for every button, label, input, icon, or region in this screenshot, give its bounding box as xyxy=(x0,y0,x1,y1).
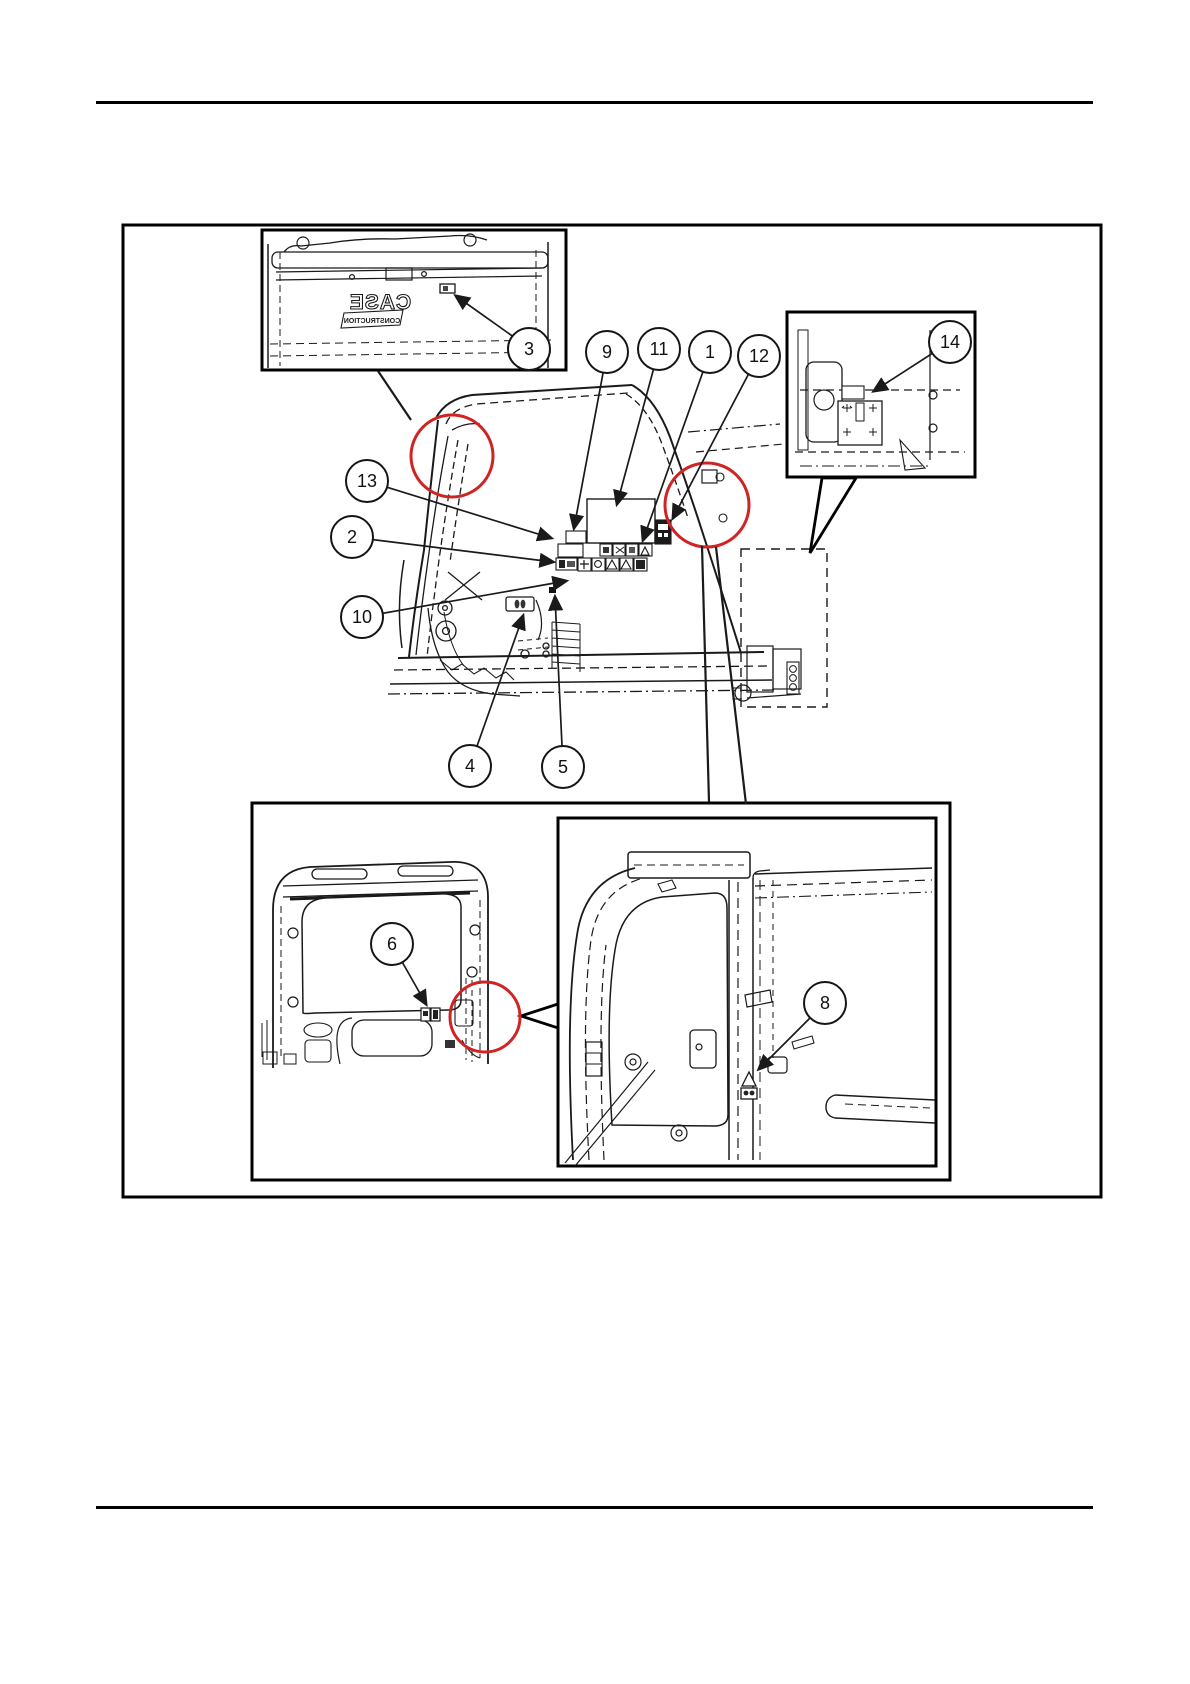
callout-2: 2 xyxy=(330,515,374,559)
callout-5: 5 xyxy=(541,745,585,789)
callout-14: 14 xyxy=(928,320,972,364)
callout-10: 10 xyxy=(340,595,384,639)
bottom-panel xyxy=(252,803,950,1180)
decal-6 xyxy=(421,1008,440,1021)
callout-3: 3 xyxy=(507,327,551,371)
callout-6: 6 xyxy=(370,922,414,966)
decal-9 xyxy=(566,531,586,543)
highlight-circle-right-side xyxy=(665,463,749,547)
callout-12: 12 xyxy=(737,334,781,378)
decal-4 xyxy=(506,597,534,611)
decal-strip-bottom xyxy=(556,558,647,571)
callout-4: 4 xyxy=(448,744,492,788)
brand-logo-mirrored: CASE xyxy=(348,291,412,314)
callout-8: 8 xyxy=(803,981,847,1025)
decal-strip-top xyxy=(600,544,652,556)
inset-box-14-pointer xyxy=(810,478,856,553)
callout-1: 1 xyxy=(688,330,732,374)
decal-5 xyxy=(549,587,556,593)
callout-13: 13 xyxy=(345,459,389,503)
highlight-circle-front-pillar xyxy=(411,415,493,497)
callout-9: 9 xyxy=(585,330,629,374)
decal-cluster xyxy=(506,499,671,611)
decal-13 xyxy=(558,544,583,557)
brand-subtext-mirrored: CONSTRUCTION xyxy=(343,318,401,325)
inset-box-8 xyxy=(521,818,936,1166)
callout-11: 11 xyxy=(637,327,681,371)
